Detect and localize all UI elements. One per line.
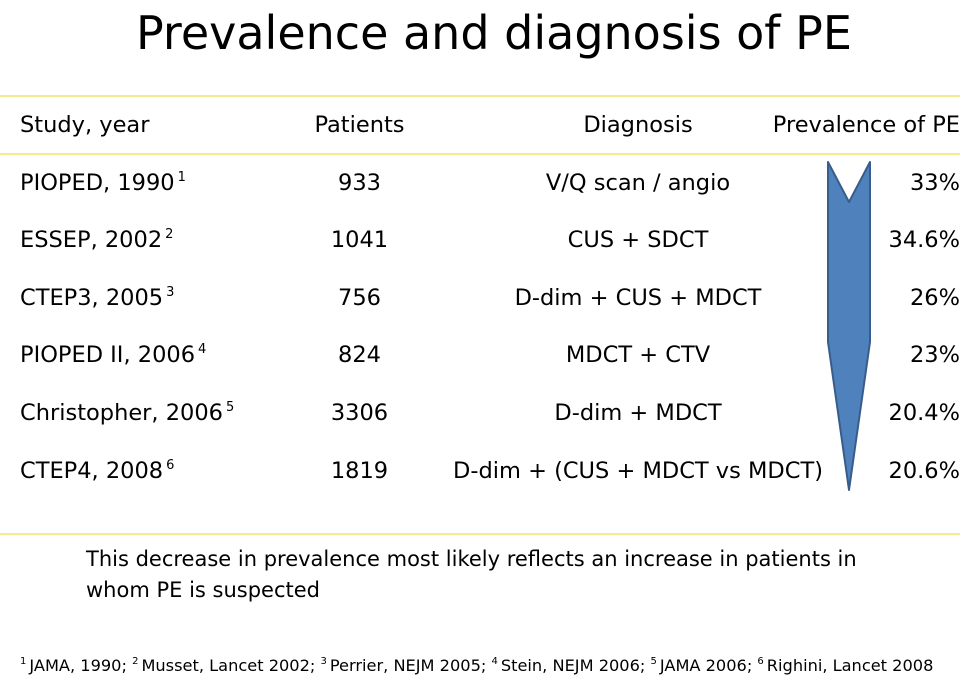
ref-text: Perrier, NEJM 2005; — [329, 656, 492, 675]
references-footer — [20, 655, 960, 677]
row-diagnosis: CUS + SDCT — [567, 227, 709, 253]
ref-number: 5 — [650, 656, 657, 667]
table-top-rule — [0, 95, 960, 97]
ref-number: 1 — [20, 656, 27, 667]
row-patients: 933 — [338, 170, 381, 196]
row-patients: 1041 — [330, 227, 389, 253]
row-diagnosis: D-dim + CUS + MDCT — [514, 285, 762, 311]
header-study: Study, year — [20, 112, 150, 138]
row-patients: 3306 — [330, 400, 389, 426]
down-arrow-icon — [826, 160, 872, 492]
row-patients: 756 — [338, 285, 381, 311]
reference-marker: 6 — [166, 458, 175, 473]
study-name: CTEP4, 2008 — [20, 458, 164, 484]
reference-marker: 4 — [198, 342, 207, 357]
row-study — [20, 169, 186, 197]
row-prevalence: 23% — [909, 342, 960, 368]
header-diagnosis: Diagnosis — [583, 112, 693, 138]
ref-number: 6 — [757, 656, 764, 667]
row-study — [20, 399, 234, 427]
ref-text: JAMA 2006; — [659, 656, 758, 675]
reference-marker: 1 — [177, 170, 186, 185]
row-prevalence: 33% — [909, 170, 960, 196]
down-arrow-shape — [828, 162, 870, 490]
row-diagnosis: MDCT + CTV — [565, 342, 711, 368]
slide-title: Prevalence and diagnosis of PE — [136, 6, 852, 60]
reference-marker: 5 — [225, 400, 235, 415]
row-diagnosis: D-dim + (CUS + MDCT vs MDCT) — [453, 458, 823, 484]
row-prevalence: 26% — [909, 285, 960, 311]
row-diagnosis: V/Q scan / angio — [545, 170, 731, 196]
row-patients: 1819 — [330, 458, 389, 484]
row-study — [20, 284, 174, 312]
ref-number: 2 — [132, 656, 139, 667]
study-name: PIOPED II, 2006 — [20, 342, 196, 368]
row-study — [20, 226, 173, 254]
ref-text: Stein, NEJM 2006; — [500, 656, 651, 675]
row-prevalence: 20.4% — [888, 400, 960, 426]
header-patients: Patients — [314, 112, 405, 138]
row-diagnosis: D-dim + MDCT — [554, 400, 722, 426]
study-name: ESSEP, 2002 — [20, 227, 163, 253]
row-patients: 824 — [338, 342, 381, 368]
header-prevalence: Prevalence of PE — [772, 112, 960, 138]
ref-number: 4 — [491, 656, 498, 667]
study-name: Christopher, 2006 — [20, 400, 223, 426]
row-prevalence: 34.6% — [888, 227, 960, 253]
table-bottom-rule — [0, 533, 960, 535]
study-name: PIOPED, 1990 — [20, 170, 175, 196]
prevalence-note: This decrease in prevalence most likely reflects an increase in patients in whom PE is suspected — [86, 547, 857, 602]
row-study — [20, 341, 206, 369]
reference-marker: 3 — [166, 285, 175, 300]
ref-text: Righini, Lancet 2008 — [766, 656, 934, 675]
reference-marker: 2 — [165, 227, 174, 242]
ref-text: Musset, Lancet 2002; — [141, 656, 321, 675]
ref-number: 3 — [320, 656, 327, 667]
header-rule — [0, 153, 960, 155]
row-study — [20, 457, 174, 485]
row-prevalence: 20.6% — [888, 458, 960, 484]
ref-text: JAMA, 1990; — [29, 656, 133, 675]
study-name: CTEP3, 2005 — [20, 285, 164, 311]
